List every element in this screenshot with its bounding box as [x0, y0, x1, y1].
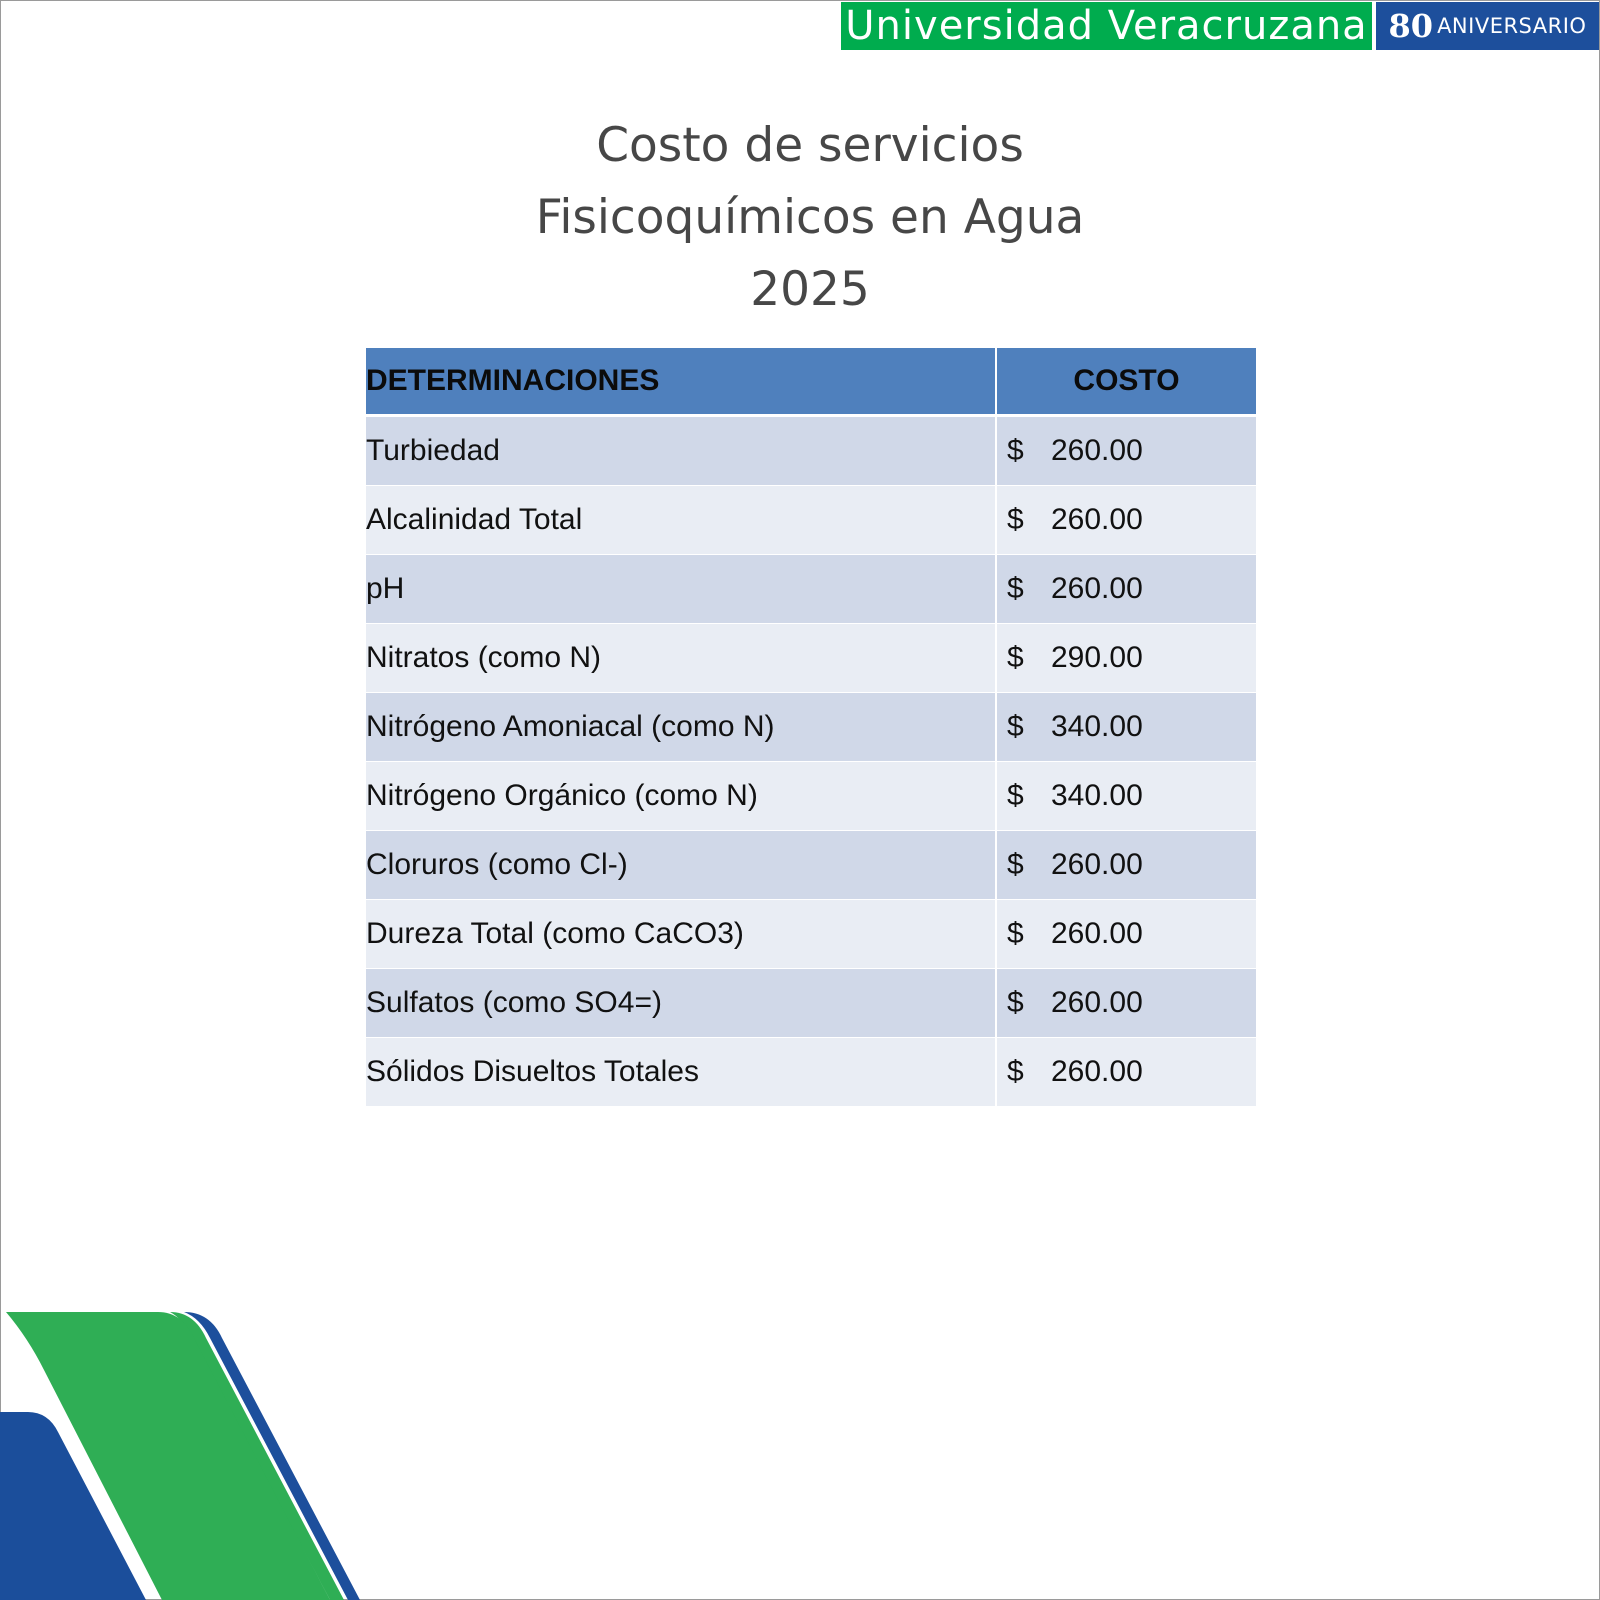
- cost-amount: 260.00: [1051, 503, 1143, 536]
- cost-cell: [996, 762, 1256, 831]
- currency-symbol: $: [1007, 710, 1024, 743]
- cost-amount: 260.00: [1051, 917, 1143, 950]
- determination-name: Alcalinidad Total: [366, 486, 996, 555]
- header-cost: COSTO: [996, 348, 1256, 416]
- table-header-row: [366, 348, 1256, 416]
- table-row: [366, 555, 1256, 624]
- table-row: [366, 1038, 1256, 1107]
- cost-amount: 260.00: [1051, 572, 1143, 605]
- cost-amount: 340.00: [1051, 710, 1143, 743]
- cost-cell: [996, 693, 1256, 762]
- table-row: [366, 831, 1256, 900]
- currency-symbol: $: [1007, 1055, 1024, 1088]
- cost-cell: [996, 555, 1256, 624]
- determination-name: Sulfatos (como SO4=): [366, 969, 996, 1038]
- currency-symbol: $: [1007, 986, 1024, 1019]
- currency-symbol: $: [1007, 779, 1024, 812]
- determination-name: Dureza Total (como CaCO3): [366, 900, 996, 969]
- cost-amount: 290.00: [1051, 641, 1143, 674]
- cost-amount: 260.00: [1051, 986, 1143, 1019]
- table-row: [366, 969, 1256, 1038]
- cost-cell: [996, 969, 1256, 1038]
- cost-cell: [996, 486, 1256, 555]
- cost-cell: [996, 831, 1256, 900]
- university-name: Universidad Veracruzana: [845, 3, 1368, 49]
- title-line-3: 2025: [750, 262, 870, 317]
- table-row: [366, 624, 1256, 693]
- determination-name: Nitrógeno Amoniacal (como N): [366, 693, 996, 762]
- determination-name: pH: [366, 555, 996, 624]
- price-table: [366, 348, 1256, 1107]
- determination-name: Nitratos (como N): [366, 624, 996, 693]
- currency-symbol: $: [1007, 641, 1024, 674]
- table-row: [366, 416, 1256, 486]
- title-line-1: Costo de servicios: [596, 118, 1024, 173]
- table-row: [366, 486, 1256, 555]
- header-determinations: DETERMINACIONES: [366, 348, 996, 416]
- table-row: [366, 762, 1256, 831]
- currency-symbol: $: [1007, 434, 1024, 467]
- cost-cell: [996, 1038, 1256, 1107]
- currency-symbol: $: [1007, 503, 1024, 536]
- anniversary-banner: [1376, 2, 1599, 50]
- cost-amount: 260.00: [1051, 848, 1143, 881]
- table-row: [366, 693, 1256, 762]
- determination-name: Cloruros (como Cl-): [366, 831, 996, 900]
- cost-cell: [996, 624, 1256, 693]
- title-line-2: Fisicoquímicos en Agua: [535, 190, 1085, 245]
- determination-name: Nitrógeno Orgánico (como N): [366, 762, 996, 831]
- cost-amount: 260.00: [1051, 434, 1143, 467]
- cost-amount: 260.00: [1051, 1055, 1143, 1088]
- currency-symbol: $: [1007, 572, 1024, 605]
- determination-name: Turbiedad: [366, 416, 996, 486]
- currency-symbol: $: [1007, 917, 1024, 950]
- cost-cell: [996, 900, 1256, 969]
- cost-amount: 340.00: [1051, 779, 1143, 812]
- corner-wave-graphic: [0, 1280, 370, 1600]
- anniversary-word: ANIVERSARIO: [1437, 14, 1587, 38]
- university-banner: [841, 2, 1372, 50]
- page-title: [360, 110, 1260, 326]
- determination-name: Sólidos Disueltos Totales: [366, 1038, 996, 1107]
- table-row: [366, 900, 1256, 969]
- currency-symbol: $: [1007, 848, 1024, 881]
- cost-cell: [996, 416, 1256, 486]
- anniversary-number: 80: [1388, 7, 1434, 45]
